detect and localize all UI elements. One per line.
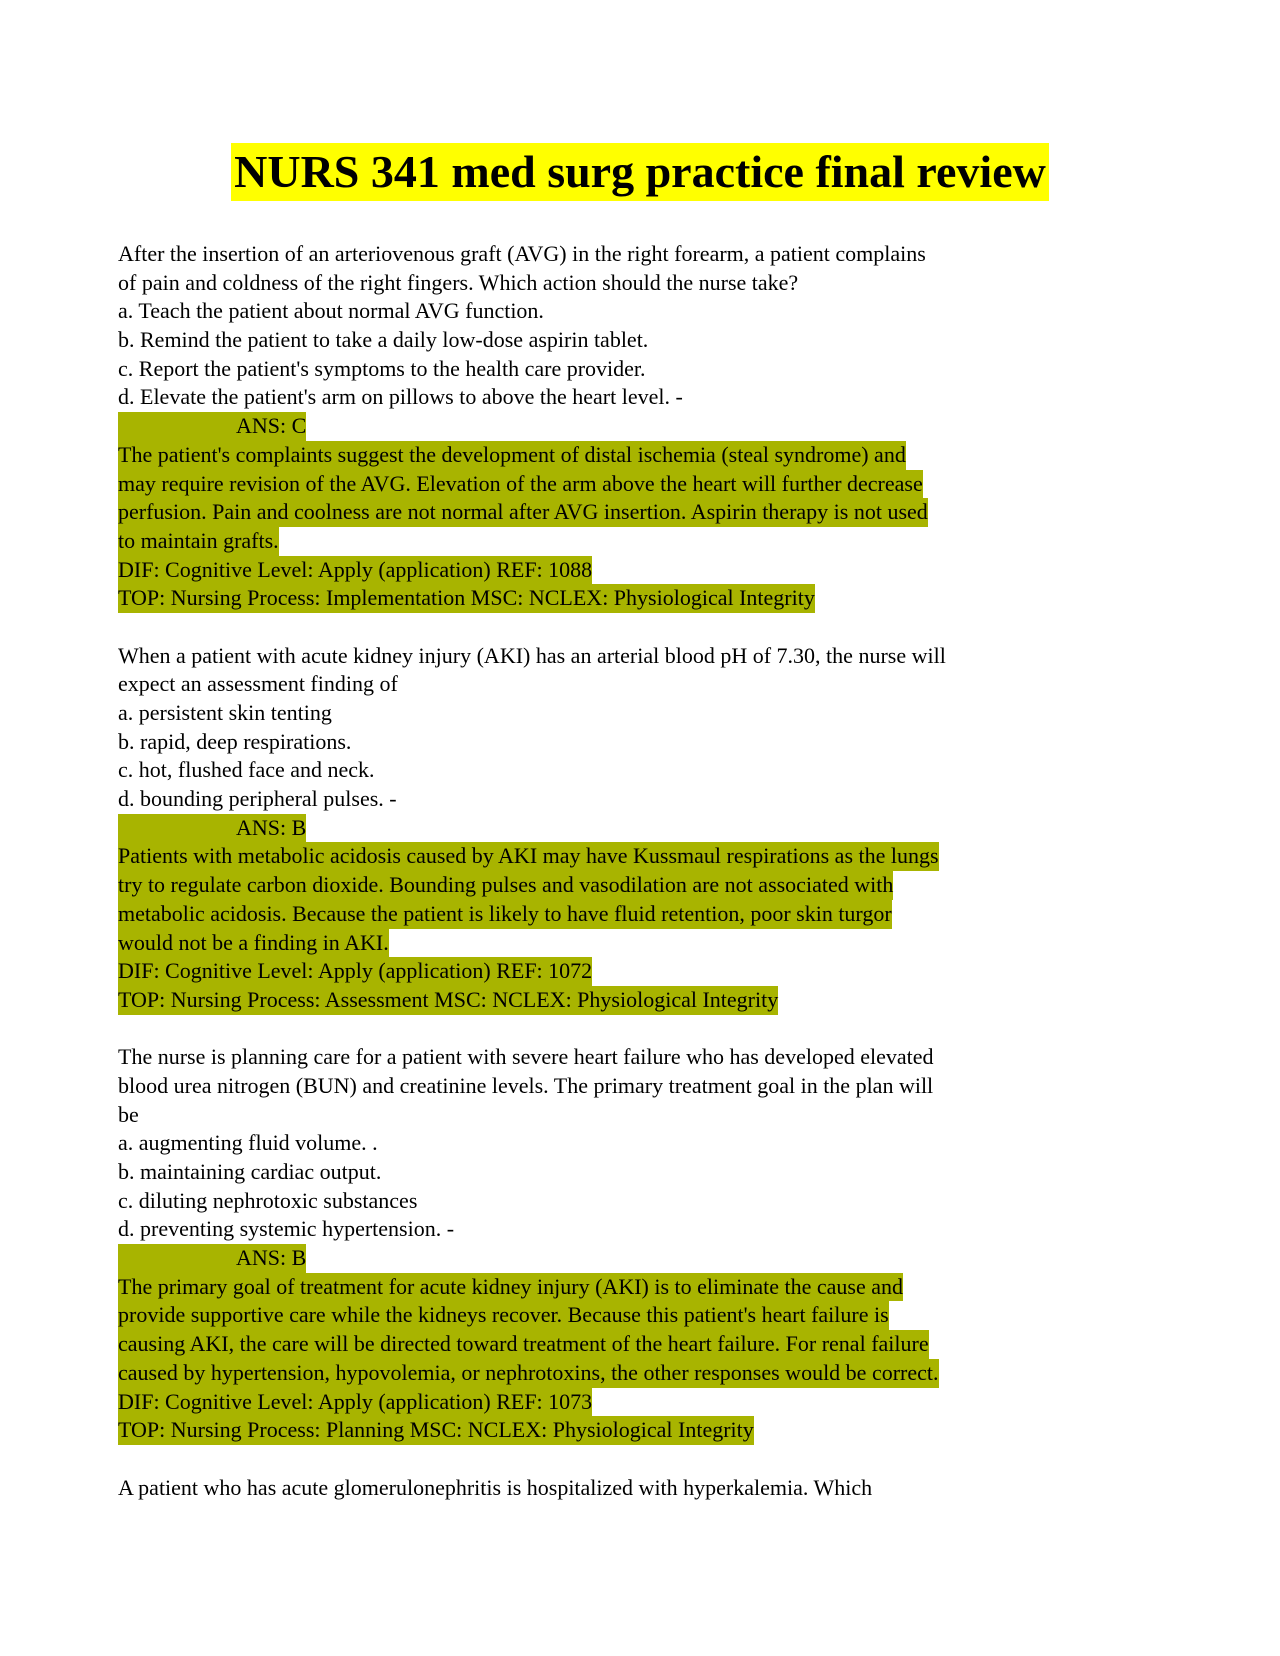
- document-body: [118, 240, 1078, 1502]
- answer-option: b. Remind the patient to take a daily low-dose aspirin tablet.: [118, 327, 649, 353]
- rationale-text: The primary goal of treatment for acute kidney injury (AKI) is to eliminate the cause and: [118, 1273, 903, 1302]
- rationale-text: try to regulate carbon dioxide. Bounding pulses and vasodilation are not associated with: [118, 871, 893, 900]
- question-stem-line: [118, 269, 1078, 298]
- answer-option-line: [118, 785, 1078, 814]
- rationale-text-line: [118, 470, 1078, 499]
- topic-tags: TOP: Nursing Process: Planning MSC: NCLEX: Physiological Integrity: [118, 1416, 754, 1445]
- answer-option: c. hot, flushed face and neck.: [118, 757, 375, 783]
- answer-option: b. maintaining cardiac output.: [118, 1159, 382, 1184]
- rationale-text-line: [118, 842, 1078, 871]
- rationale-text-line: [118, 900, 1078, 929]
- difficulty-ref-line: [118, 1388, 1078, 1417]
- answer-option-line: [118, 326, 1078, 355]
- rationale-text-line: [118, 871, 1078, 900]
- answer-option: d. Elevate the patient's arm on pillows to above the heart level. -: [118, 384, 683, 410]
- question-stem: expect an assessment finding of: [118, 671, 398, 697]
- question-stem-line: [118, 1043, 1078, 1072]
- rationale-text: causing AKI, the care will be directed toward treatment of the heart failure. For renal failure: [118, 1330, 929, 1359]
- answer-option: d. bounding peripheral pulses. -: [118, 786, 397, 812]
- answer-option-line: [118, 355, 1078, 384]
- difficulty-ref-line: [118, 556, 1078, 585]
- question-stem: be: [118, 1101, 139, 1127]
- rationale-text: The patient's complaints suggest the development of distal ischemia (steal syndrome) and: [118, 441, 906, 470]
- answer-key: ANS: B: [118, 1244, 306, 1273]
- answer-key: ANS: C: [118, 412, 306, 441]
- rationale-text-line: [118, 1359, 1078, 1388]
- rationale-text: to maintain grafts.: [118, 527, 279, 556]
- topic-tags-line: [118, 1416, 1078, 1445]
- question-stem-line: [118, 1072, 1078, 1101]
- answer-option-line: [118, 297, 1078, 326]
- question-stem-line: [118, 670, 1078, 699]
- rationale-text: Patients with metabolic acidosis caused by AKI may have Kussmaul respirations as the lungs: [118, 842, 939, 871]
- question-stem: of pain and coldness of the right fingers. Which action should the nurse take?: [118, 269, 799, 295]
- rationale-text: caused by hypertension, hypovolemia, or nephrotoxins, the other responses would be correct.: [118, 1359, 939, 1388]
- title-container: [0, 143, 1280, 201]
- answer-option-line: [118, 1129, 1078, 1158]
- answer-key-line: [118, 1244, 1078, 1273]
- answer-option-line: [118, 1158, 1078, 1187]
- rationale-text: perfusion. Pain and coolness are not normal after AVG insertion. Aspirin therapy is not used: [118, 498, 928, 527]
- question-stem-line: [118, 642, 1078, 671]
- answer-option-line: [118, 383, 1078, 412]
- answer-option-line: [118, 756, 1078, 785]
- rationale-text: would not be a finding in AKI.: [118, 929, 389, 958]
- topic-tags-line: [118, 584, 1078, 613]
- topic-tags: TOP: Nursing Process: Assessment MSC: NCLEX: Physiological Integrity: [118, 986, 778, 1015]
- answer-option: c. Report the patient's symptoms to the health care provider.: [118, 355, 646, 381]
- spacer: [118, 613, 1078, 642]
- answer-key-line: [118, 814, 1078, 843]
- rationale-text-line: [118, 441, 1078, 470]
- difficulty-ref: DIF: Cognitive Level: Apply (application) REF: 1072: [118, 957, 592, 986]
- answer-option: a. persistent skin tenting: [118, 700, 332, 725]
- answer-option: c. diluting nephrotoxic substances: [118, 1187, 418, 1213]
- rationale-text-line: [118, 929, 1078, 958]
- answer-key: ANS: B: [118, 814, 306, 843]
- rationale-text: may require revision of the AVG. Elevation of the arm above the heart will further decrease: [118, 470, 923, 499]
- question-stem: The nurse is planning care for a patient with severe heart failure who has developed elevated: [118, 1044, 934, 1070]
- question-stem-line: [118, 1474, 1078, 1503]
- rationale-text-line: [118, 1301, 1078, 1330]
- rationale-text: metabolic acidosis. Because the patient is likely to have fluid retention, poor skin turgor: [118, 900, 892, 929]
- rationale-text-line: [118, 527, 1078, 556]
- rationale-text-line: [118, 498, 1078, 527]
- question-stem: blood urea nitrogen (BUN) and creatinine levels. The primary treatment goal in the plan will: [118, 1072, 934, 1098]
- question-stem-line: [118, 1101, 1078, 1130]
- answer-option: d. preventing systemic hypertension. -: [118, 1216, 455, 1242]
- answer-option: a. augmenting fluid volume. .: [118, 1130, 378, 1156]
- answer-option: b. rapid, deep respirations.: [118, 728, 352, 754]
- topic-tags-line: [118, 986, 1078, 1015]
- rationale-text-line: [118, 1273, 1078, 1302]
- question-stem: When a patient with acute kidney injury (AKI) has an arterial blood pH of 7.30, the nurse will: [118, 642, 946, 668]
- answer-key-line: [118, 412, 1078, 441]
- difficulty-ref: DIF: Cognitive Level: Apply (application) REF: 1073: [118, 1388, 592, 1417]
- rationale-text-line: [118, 1330, 1078, 1359]
- answer-option-line: [118, 1187, 1078, 1216]
- answer-option-line: [118, 699, 1078, 728]
- question-stem-line: [118, 240, 1078, 269]
- page-title: NURS 341 med surg practice final review: [231, 143, 1049, 201]
- spacer: [118, 1015, 1078, 1044]
- topic-tags: TOP: Nursing Process: Implementation MSC: NCLEX: Physiological Integrity: [118, 584, 815, 613]
- difficulty-ref: DIF: Cognitive Level: Apply (application) REF: 1088: [118, 556, 592, 585]
- spacer: [118, 1445, 1078, 1474]
- answer-option-line: [118, 1215, 1078, 1244]
- question-stem: A patient who has acute glomerulonephritis is hospitalized with hyperkalemia. Which: [118, 1474, 873, 1500]
- answer-option: a. Teach the patient about normal AVG function.: [118, 298, 544, 324]
- rationale-text: provide supportive care while the kidneys recover. Because this patient's heart failure is: [118, 1301, 889, 1330]
- question-stem: After the insertion of an arteriovenous graft (AVG) in the right forearm, a patient complains: [118, 241, 926, 266]
- answer-option-line: [118, 728, 1078, 757]
- difficulty-ref-line: [118, 957, 1078, 986]
